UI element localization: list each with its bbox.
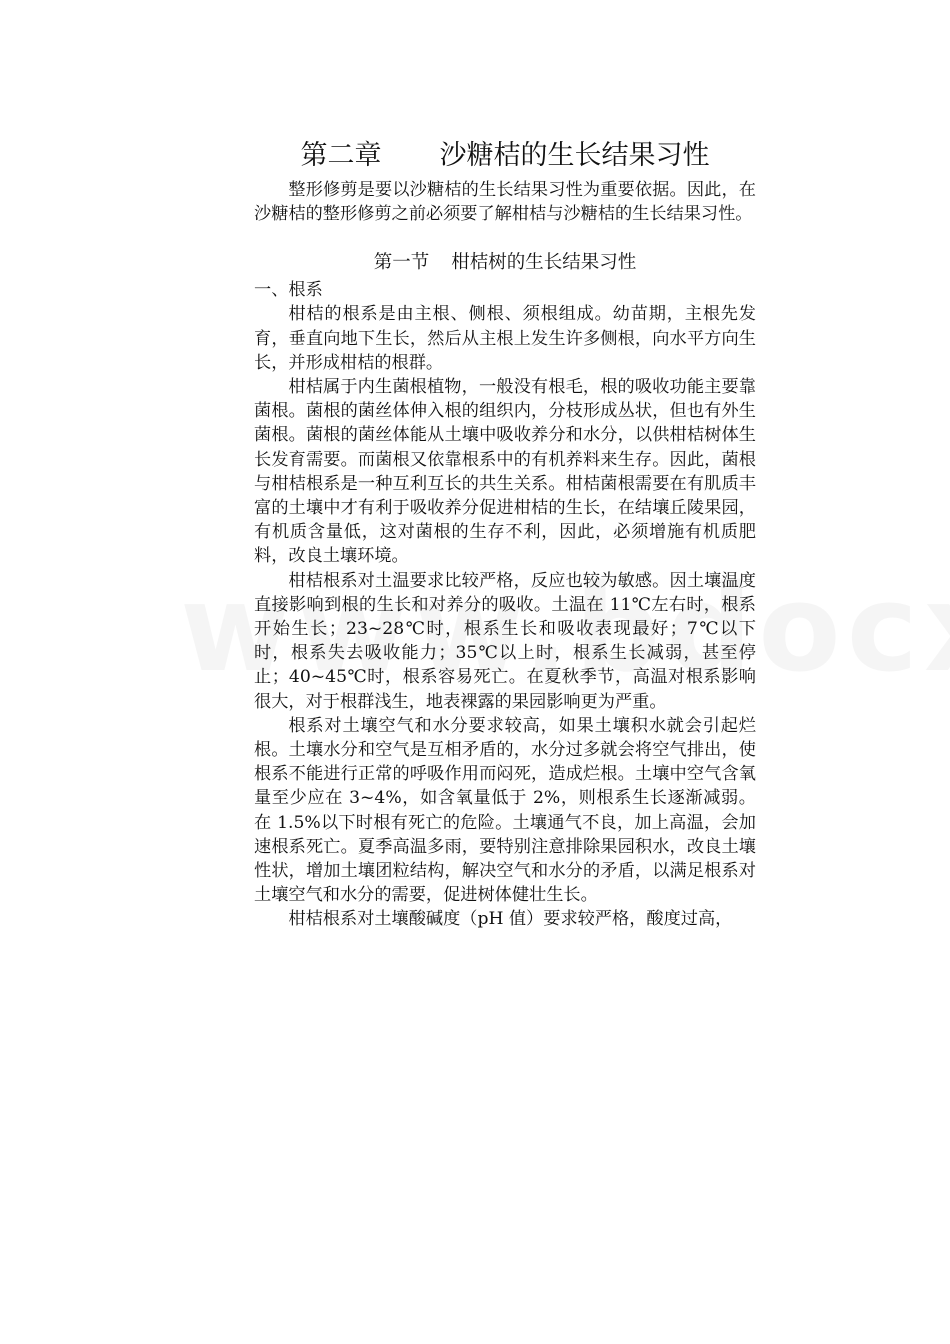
paragraph: 柑桔属于内生菌根植物，一般没有根毛，根的吸收功能主要靠菌根。菌根的菌丝体伸入根的组织内，分枝形成丛状，但也有外生菌根。菌根的菌丝体能从土壤中吸收养分和水分，以供柑桔树体生长发育需要。而菌根又依靠根系中的有机养料来生存。因此，菌根与柑桔根系是一种互利互长的共生关系。柑桔菌根需要在有肌质丰富的土壤中才有利于吸收养分促进柑桔的生长，在结壤丘陵果园，有机质含量低，这对菌根的生存不利，因此，必须增施有机质肥料，改良土壤环境。	[254, 377, 756, 567]
intro-paragraph: 整形修剪是要以沙糖桔的生长结果习性为重要依据。因此，在沙糖桔的整形修剪之前必须要了解柑桔与沙糖桔的生长结果习性。	[254, 180, 756, 225]
document-body	[254, 134, 756, 932]
paragraph: 柑桔根系对土温要求比较严格，反应也较为敏感。因土壤温度直接影响到根的生长和对养分的吸收。土温在 11℃左右时，根系开始生长；23~28℃时，根系生长和吸收表现最好；7℃以下时，根系失去吸收能力；35℃以上时，根系生长减弱，甚至停止；40~45℃时，根系容易死亡。在夏秋季节，高温对根系影响很大，对于根群浅生，地表裸露的果园影响更为严重。	[254, 570, 756, 712]
paragraph: 柑桔根系对土壤酸碱度（pH 值）要求较严格，酸度过高，	[288, 909, 733, 930]
paragraph: 根系对土壤空气和水分要求较高，如果土壤积水就会引起烂根。土壤水分和空气是互相矛盾的，水分过多就会将空气排出，使根系不能进行正常的呼吸作用而闷死，造成烂根。土壤中空气含氧量至少应在 3~4%，如含氧量低于 2%，则根系生长逐渐减弱。在 1.5%以下时根有死亡的危险。土壤通气不良，加上高温，会加速根系死亡。夏季高温多雨，要特别注意排除果园积水，改良土壤性状，增加土壤团粒结构，解决空气和水分的矛盾，以满足根系对土壤空气和水分的需要，促进树体健壮生长。	[254, 715, 756, 906]
chapter-name: 沙糖桔的生长结果习性	[439, 140, 710, 171]
paragraph: 柑桔的根系是由主根、侧根、须根组成。幼苗期，主根先发育，垂直向地下生长，然后从主根上发生许多侧根，向水平方向生长，并形成柑桔的根群。	[254, 304, 756, 373]
chapter-title	[254, 134, 756, 178]
section-title	[254, 248, 756, 278]
subheading: 一、根系	[254, 280, 323, 301]
section-number: 第一节	[373, 252, 430, 274]
chapter-number: 第二章	[300, 140, 382, 171]
section-name: 柑桔树的生长结果习性	[451, 252, 637, 274]
